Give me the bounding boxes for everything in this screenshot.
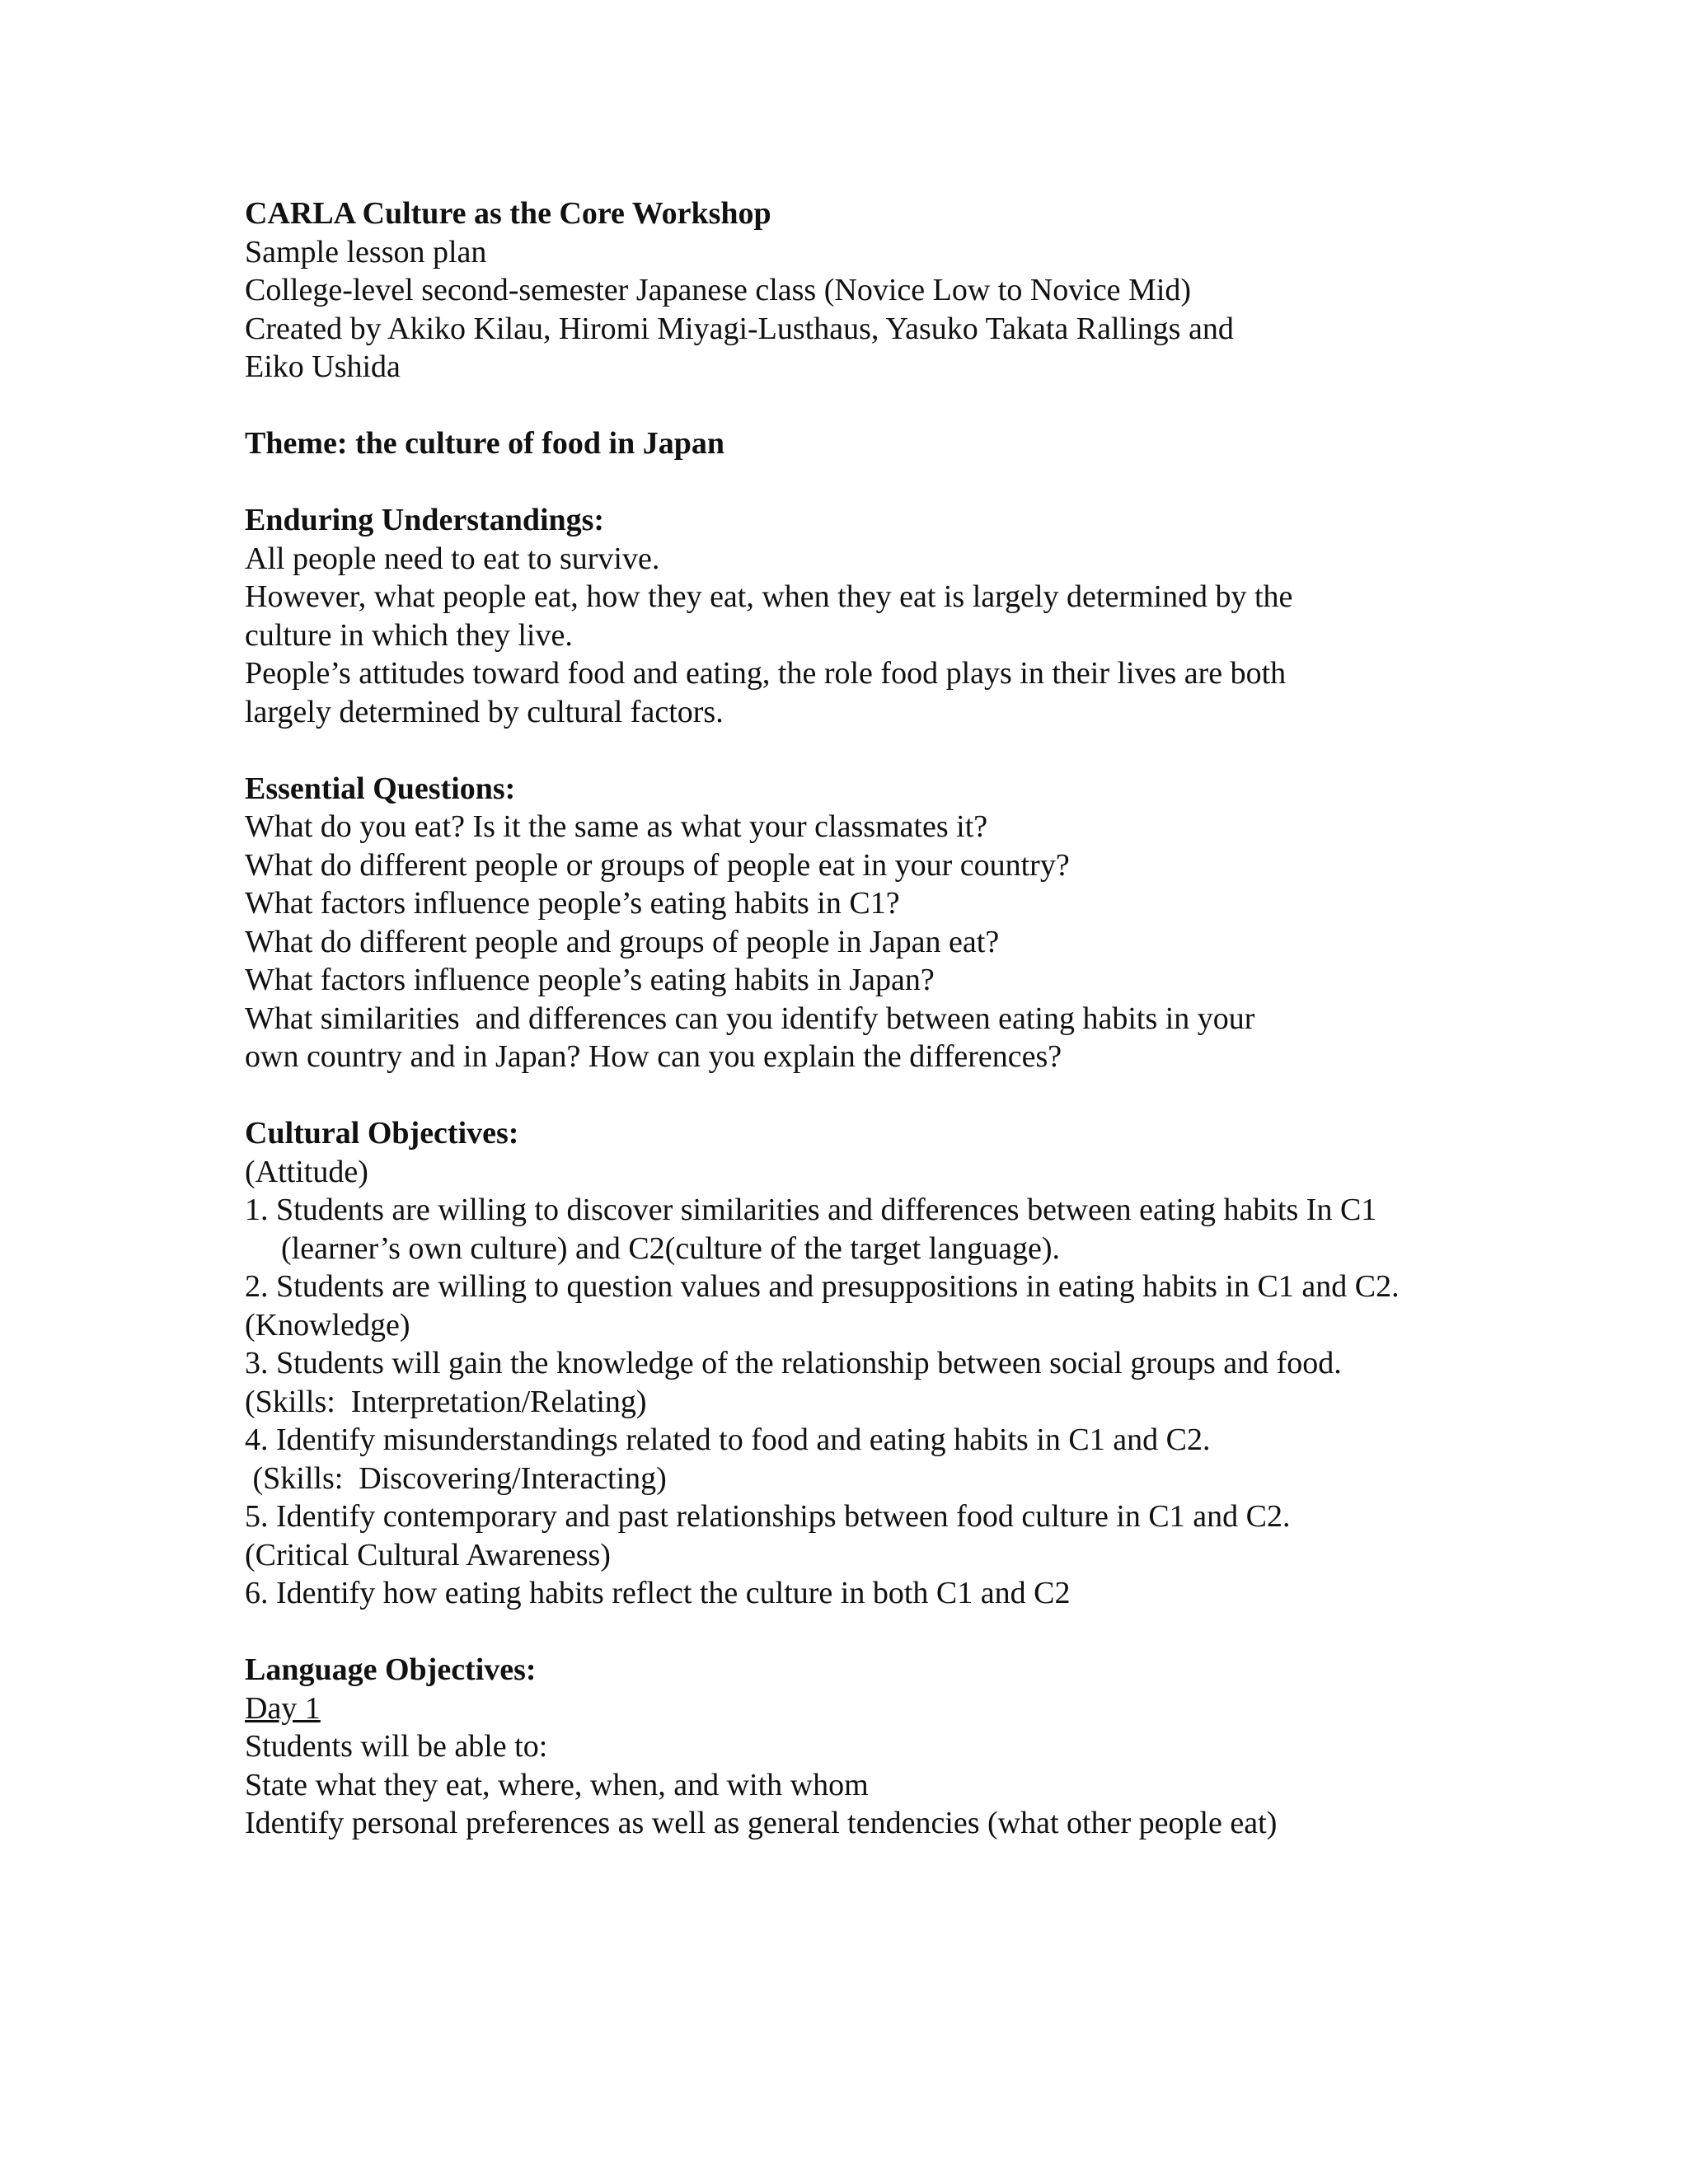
language-objective-line: Students will be able to: xyxy=(245,1729,548,1764)
theme-heading: Theme: the culture of food in Japan xyxy=(245,426,724,461)
cultural-objective-4: 4. Identify misunderstandings related to food and eating habits in C1 and C2. xyxy=(245,1422,1211,1457)
document-page xyxy=(245,194,1448,1843)
skills-interpretation-label: (Skills: Interpretation/Relating) xyxy=(245,1384,647,1419)
critical-awareness-label: (Critical Cultural Awareness) xyxy=(245,1537,611,1572)
cultural-objective-1: 1. Students are willing to discover similarities and differences between eating habits In C1 (learner’s own culture) and C2(culture of the target language). xyxy=(245,1193,1377,1266)
essential-question: own country and in Japan? How can you explain the differences? xyxy=(245,1039,1062,1074)
authors-line-2: Eiko Ushida xyxy=(245,349,401,384)
language-objectives-heading: Language Objectives: xyxy=(245,1652,537,1687)
enduring-line: However, what people eat, how they eat, when they eat is largely determined by the xyxy=(245,579,1293,614)
knowledge-label: (Knowledge) xyxy=(245,1307,410,1343)
skills-discovering-label: (Skills: Discovering/Interacting) xyxy=(245,1460,667,1496)
enduring-understandings-heading: Enduring Understandings: xyxy=(245,503,605,537)
attitude-label: (Attitude) xyxy=(245,1154,368,1189)
enduring-line: largely determined by cultural factors. xyxy=(245,694,724,729)
spacer xyxy=(245,463,1448,502)
language-objective-line: State what they eat, where, when, and with whom xyxy=(245,1767,869,1802)
language-objective-line: Identify personal preferences as well as general tendencies (what other people eat) xyxy=(245,1806,1278,1840)
enduring-line: All people need to eat to survive. xyxy=(245,541,660,576)
course-description: College-level second-semester Japanese class (Novice Low to Novice Mid) xyxy=(245,273,1192,307)
essential-question: What similarities and differences can you identify between eating habits in your xyxy=(245,1001,1255,1036)
spacer xyxy=(245,1076,1448,1115)
essential-question: What factors influence people’s eating habits in Japan? xyxy=(245,963,935,997)
cultural-objectives-heading: Cultural Objectives: xyxy=(245,1116,519,1151)
essential-question: What do different people or groups of people eat in your country? xyxy=(245,847,1070,883)
cultural-objective-6: 6. Identify how eating habits reflect the culture in both C1 and C2 xyxy=(245,1576,1071,1610)
cultural-objective-2: 2. Students are willing to question values and presuppositions in eating habits in C1 and C2. xyxy=(245,1269,1400,1304)
spacer xyxy=(245,1613,1448,1652)
enduring-line: People’s attitudes toward food and eating, the role food plays in their lives are both xyxy=(245,656,1287,691)
authors-line-1: Created by Akiko Kilau, Hiromi Miyagi-Lusthaus, Yasuko Takata Rallings and xyxy=(245,311,1234,346)
spacer xyxy=(245,387,1448,425)
essential-questions-heading: Essential Questions: xyxy=(245,771,516,806)
document-subtitle: Sample lesson plan xyxy=(245,234,487,269)
document-title: CARLA Culture as the Core Workshop xyxy=(245,196,771,231)
essential-question: What factors influence people’s eating habits in C1? xyxy=(245,886,900,921)
cultural-objective-5: 5. Identify contemporary and past relationships between food culture in C1 and C2. xyxy=(245,1499,1291,1534)
enduring-line: culture in which they live. xyxy=(245,617,573,653)
essential-question: What do different people and groups of people in Japan eat? xyxy=(245,924,1000,959)
spacer xyxy=(245,731,1448,770)
cultural-objective-3: 3. Students will gain the knowledge of the relationship between social groups and food. xyxy=(245,1346,1342,1380)
essential-question: What do you eat? Is it the same as what your classmates it? xyxy=(245,809,988,844)
day-label: Day 1 xyxy=(245,1690,321,1726)
